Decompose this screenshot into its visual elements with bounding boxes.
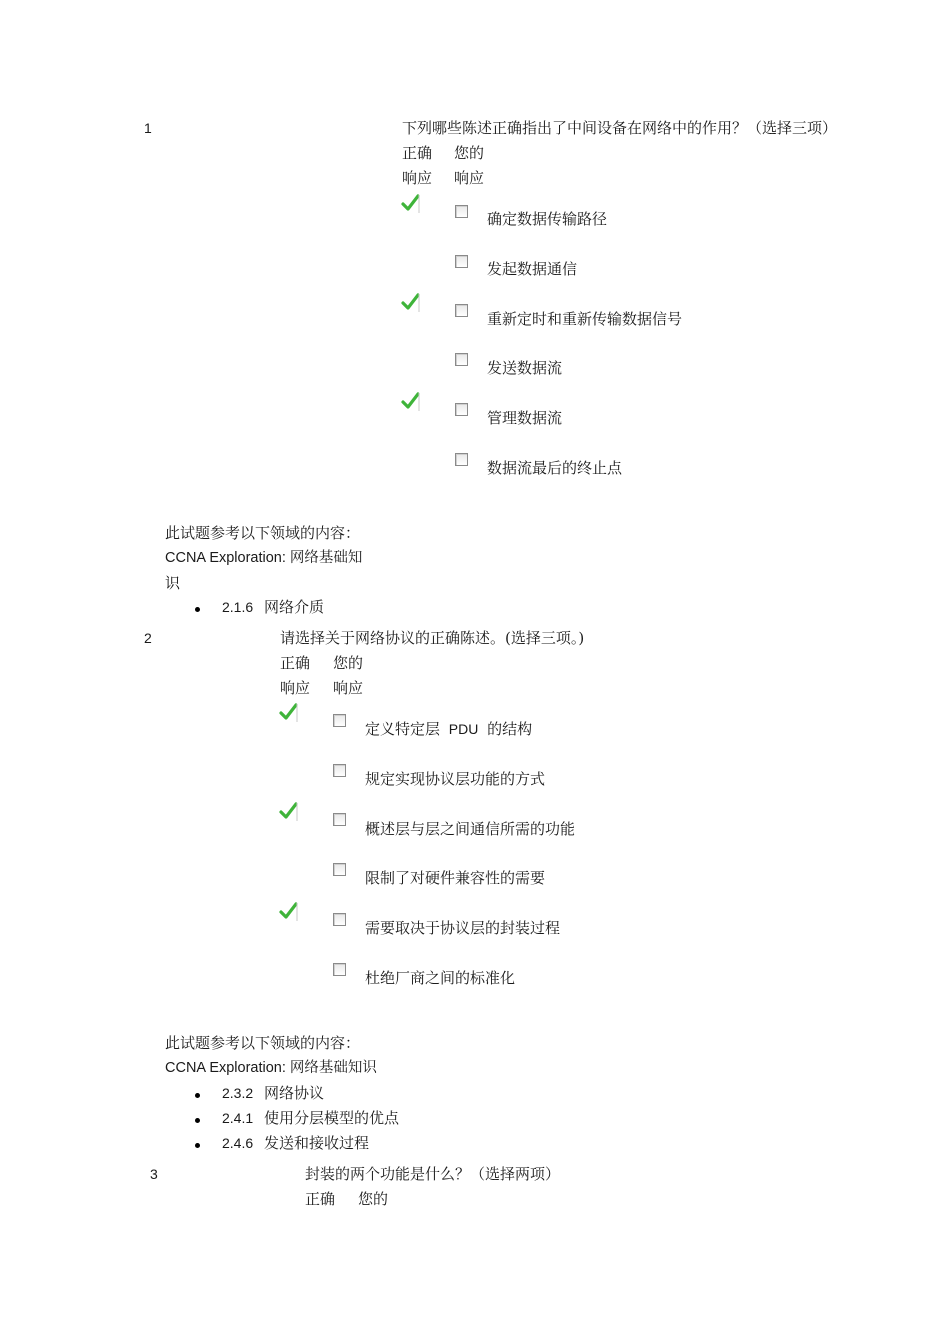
header-correct-response: 响应 xyxy=(280,679,311,697)
option-text xyxy=(365,719,532,739)
option-text: 重新定时和重新传输数据信号 xyxy=(487,310,683,328)
option-text: 管理数据流 xyxy=(487,409,563,427)
bullet-icon xyxy=(195,1118,200,1123)
correct-checkmark-icon xyxy=(278,901,300,923)
reference-section-code: 2.1.6 xyxy=(222,599,254,615)
answer-checkbox[interactable] xyxy=(455,353,468,366)
option-text: 限制了对硬件兼容性的需要 xyxy=(365,869,546,887)
question-number: 2 xyxy=(144,630,152,646)
question-prompt: 封装的两个功能是什么？（选择两项） xyxy=(305,1165,561,1183)
reference-course: CCNA Exploration: 网络基础知识 xyxy=(165,1060,377,1076)
header-correct-response: 响应 xyxy=(402,169,433,187)
reference-section-code: 2.4.1 xyxy=(222,1110,254,1126)
reference-course-continued: 识 xyxy=(165,574,181,592)
reference-section-code: 2.4.6 xyxy=(222,1135,254,1151)
answer-checkbox[interactable] xyxy=(333,963,346,976)
answer-checkbox[interactable] xyxy=(455,304,468,317)
header-correct: 正确 xyxy=(280,654,311,672)
header-correct: 正确 xyxy=(402,144,433,162)
question-number: 3 xyxy=(150,1166,158,1182)
question-prompt: 请选择关于网络协议的正确陈述。(选择三项。) xyxy=(280,629,585,647)
reference-section-title: 使用分层模型的优点 xyxy=(264,1109,400,1127)
header-correct: 正确 xyxy=(305,1190,336,1208)
option-text-part: 定义特定层 xyxy=(365,720,441,738)
answer-checkbox[interactable] xyxy=(455,453,468,466)
reference-section-title: 网络协议 xyxy=(264,1084,325,1102)
option-text: 发送数据流 xyxy=(487,359,563,377)
option-text: 需要取决于协议层的封装过程 xyxy=(365,919,561,937)
option-text-part: 的结构 xyxy=(487,720,533,738)
reference-intro: 此试题参考以下领域的内容： xyxy=(165,524,361,542)
bullet-icon xyxy=(195,1143,200,1148)
header-your-response: 响应 xyxy=(333,679,364,697)
question-prompt: 下列哪些陈述正确指出了中间设备在网络中的作用？（选择三项） xyxy=(402,119,838,137)
header-yours: 您的 xyxy=(454,144,485,162)
option-text: 确定数据传输路径 xyxy=(487,210,608,228)
option-text-acronym: PDU xyxy=(448,721,479,737)
answer-checkbox[interactable] xyxy=(333,913,346,926)
answer-checkbox[interactable] xyxy=(455,205,468,218)
reference-intro: 此试题参考以下领域的内容： xyxy=(165,1034,361,1052)
reference-section-title: 发送和接收过程 xyxy=(264,1134,370,1152)
bullet-icon xyxy=(195,607,200,612)
question-number: 1 xyxy=(144,120,152,136)
correct-checkmark-icon xyxy=(278,702,300,724)
answer-checkbox[interactable] xyxy=(333,714,346,727)
option-text: 概述层与层之间通信所需的功能 xyxy=(365,820,576,838)
correct-checkmark-icon xyxy=(400,292,422,314)
header-your-response: 响应 xyxy=(454,169,485,187)
header-yours: 您的 xyxy=(358,1190,389,1208)
bullet-icon xyxy=(195,1093,200,1098)
correct-checkmark-icon xyxy=(400,391,422,413)
correct-checkmark-icon xyxy=(278,801,300,823)
answer-checkbox[interactable] xyxy=(455,255,468,268)
option-text: 数据流最后的终止点 xyxy=(487,459,623,477)
answer-checkbox[interactable] xyxy=(455,403,468,416)
option-text: 杜绝厂商之间的标准化 xyxy=(365,969,516,987)
correct-checkmark-icon xyxy=(400,193,422,215)
answer-checkbox[interactable] xyxy=(333,764,346,777)
reference-course: CCNA Exploration: 网络基础知 xyxy=(165,550,363,566)
answer-checkbox[interactable] xyxy=(333,863,346,876)
reference-section-code: 2.3.2 xyxy=(222,1085,254,1101)
header-yours: 您的 xyxy=(333,654,364,672)
option-text: 发起数据通信 xyxy=(487,260,578,278)
answer-checkbox[interactable] xyxy=(333,813,346,826)
reference-section-title: 网络介质 xyxy=(264,598,325,616)
option-text: 规定实现协议层功能的方式 xyxy=(365,770,546,788)
